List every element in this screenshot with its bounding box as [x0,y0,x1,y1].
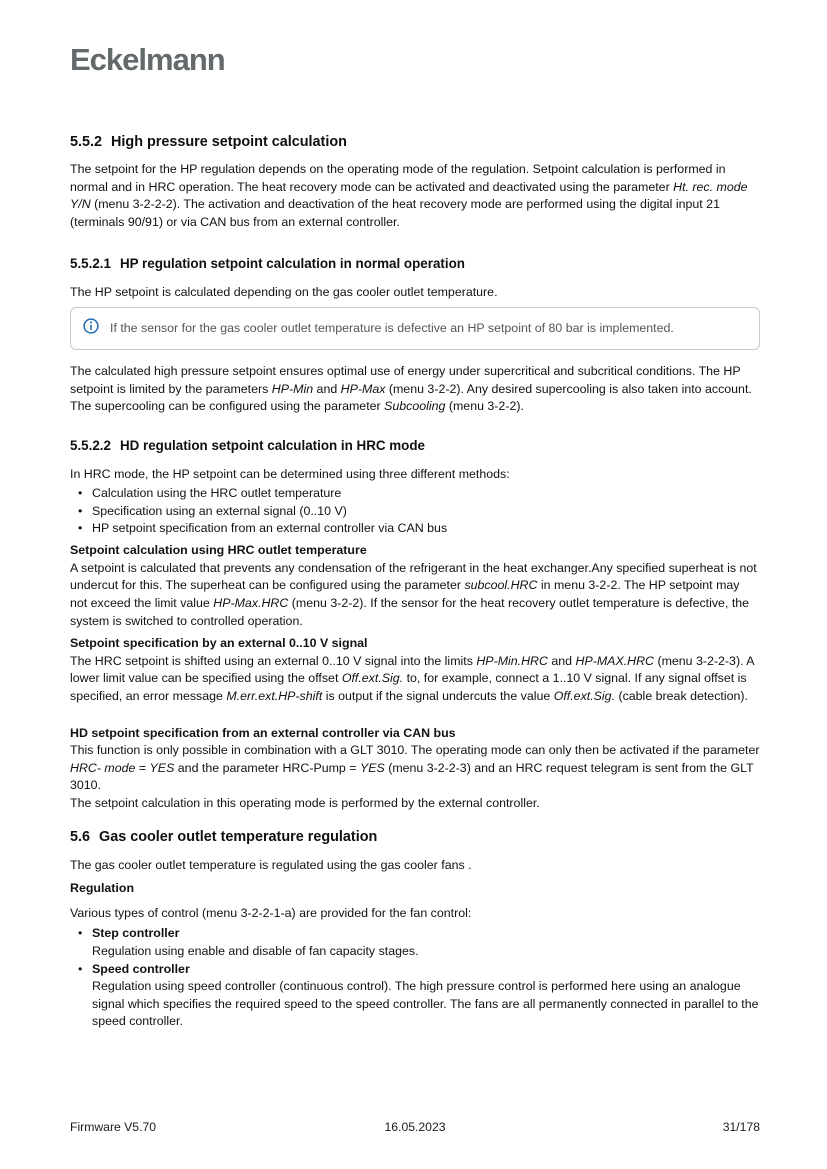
list-item-desc: Regulation using enable and disable of fan capacity stages. [92,943,419,958]
page-footer [70,1120,760,1137]
paragraph-5521-intro: The HP setpoint is calculated depending on the gas cooler outlet temperature. [70,285,498,300]
paragraph-5521-body: The calculated high pressure setpoint ensures optimal use of energy under supercritical and subcritical conditions. The HP setpoint is limited by the parameters HP-Min and HP-Max (menu 3-2-2). Any desired supercooling is also taken into account. The supercooling can be configured using the parameter Subcooling (menu 3-2-2). [70,363,752,414]
list-item-step-controller [78,925,760,960]
heading-title: HD regulation setpoint calculation in HRC mode [119,437,425,453]
paragraph-5522-intro: In HRC mode, the HP setpoint can be determined using three different methods: [70,466,510,481]
list-item-title: • Speed controller [92,961,190,976]
heading-title: HP regulation setpoint calculation in normal operation [119,256,465,272]
info-note-box [70,307,760,350]
subsection-body-line2: The setpoint calculation in this operating mode is performed by the external controller. [70,795,540,810]
list-item: • Calculation using the HRC outlet temperature [78,485,760,502]
eckelmann-logo: Eckelmann [70,42,225,77]
page-content [70,42,760,1031]
info-note-text: If the sensor for the gas cooler outlet temperature is defective an HP setpoint of 80 bar is implemented. [110,320,674,335]
heading-5-6 [70,829,760,846]
paragraph-552-intro: The setpoint for the HP regulation depends on the operating mode of the regulation. Setpoint calculation is performed in normal and in HRC operation. The heat recovery mode can be activated and deactivated using the parameter Ht. rec. mode Y/N (menu 3-2-2-2). The activation and deactivation of the heat recovery mode are performed using the digital input 21 (terminals 90/91) or via CAN bus from an external controller. [70,162,748,229]
subsection-body: This function is only possible in combination with a GLT 3010. The operating mode can only then be activated if the parameter HRC- mode = YES and the parameter HRC-Pump = YES (menu 3-2-2-3) and an HRC request telegram is sent from the GLT 3010. [70,743,760,793]
heading-5-5-2-2 [70,437,760,454]
list-item: • HP setpoint specification from an external controller via CAN bus [78,520,760,537]
heading-title: Gas cooler outlet temperature regulation [99,828,378,845]
methods-list [70,485,760,537]
paragraph-56-control: Various types of control (menu 3-2-2-1-a) are provided for the fan control: [70,905,472,920]
regulation-subheading: Regulation [70,881,135,896]
list-item: • Specification using an external signal (0..10 V) [78,503,760,520]
subsection-heading: Setpoint specification by an external 0..10 V signal [70,636,368,651]
footer-firmware-version: Firmware V5.70 [70,1120,157,1134]
footer-date: 16.05.2023 [384,1120,446,1134]
heading-number: 5.5.2.1 [70,256,111,272]
subsection-heading: HD setpoint specification from an external controller via CAN bus [70,725,456,740]
heading-title: High pressure setpoint calculation [111,134,347,150]
heading-number: 5.5.2.2 [70,437,111,453]
heading-number: 5.5.2 [70,134,103,150]
footer-page-number: 31/178 [722,1120,760,1134]
info-icon [83,318,99,339]
subsection-heading: Setpoint calculation using HRC outlet temperature [70,543,367,558]
heading-number: 5.6 [70,828,91,845]
list-item-speed-controller [78,961,760,1031]
controller-types-list [70,925,760,1031]
subsection-body: A setpoint is calculated that prevents any condensation of the refrigerant in the heat exchanger.Any specified superheat is not undercut for this. The superheat can be configured using the parameter subcool.HRC in menu 3-2-2. The HP setpoint may not exceed the limit value HP-Max.HRC (menu 3-2-2). If the sensor for the heat recovery outlet temperature is defective, the system is switched to controlled operation. [70,560,757,628]
heading-5-5-2-1 [70,255,760,272]
subsection-body: The HRC setpoint is shifted using an external 0..10 V signal into the limits HP-Min.HRC and HP-MAX.HRC (menu 3-2-2-3). A lower limit value can be specified using the offset Off.ext.Sig. to, for example, connect a 1..10 V signal. If any signal offset is specified, an error message M.err.ext.HP-shift is output if the signal undercuts the value Off.ext.Sig. (cable break detection). [70,653,754,703]
list-item-title: • Step controller [92,926,180,941]
subsection-hrc-outlet [70,542,760,630]
subsection-can-bus [70,725,760,813]
subsection-external-signal [70,635,760,705]
heading-5-5-2 [70,134,760,151]
list-item-desc: Regulation using speed controller (continuous control). The high pressure control is performed here using an analogue signal which specifies the required speed to the speed controller. The fans are all permanently connected in parallel to the speed controller. [92,979,759,1029]
paragraph-56-intro: The gas cooler outlet temperature is regulated using the gas cooler fans . [70,857,472,872]
